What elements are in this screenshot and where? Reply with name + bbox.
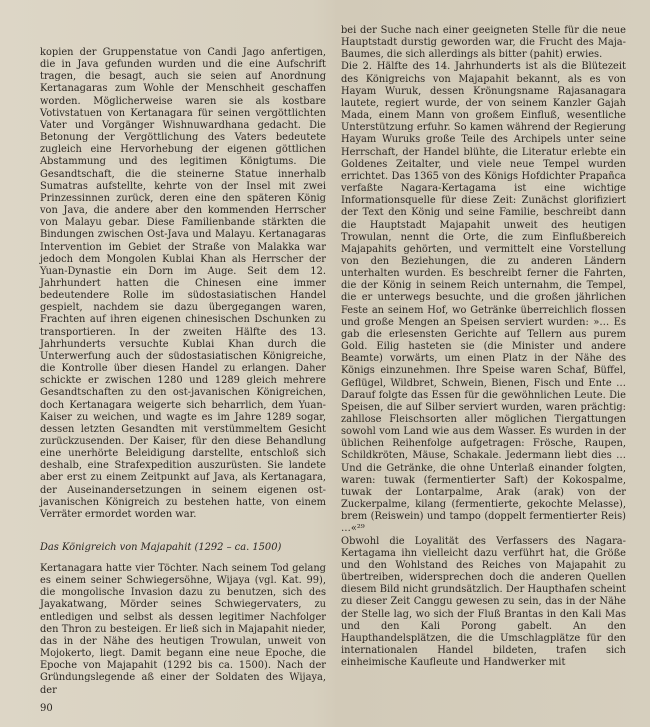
left-paragraph-2: Kertanagara hatte vier Töchter. Nach seinem Tod gelang es einem seiner Schwiegersöhne, Wijaya (vgl. Kat. 99), die mongolische Invasion dazu zu benutzen, sich des Jayakatwang, Mörder seines Schwiegervaters, zu entledigen und selbst als dessen legitimer Nachfolger den Thron zu besteigen. Er ließ sich in Majapahit nieder, das in der Nähe des heutigen Trowulan, unweit von Mojokerto, liegt. Damit begann eine neue Epoche, die Epoche von Majapahit (1292 bis ca. 1500). Nach der Gründungslegende aß einer der Soldaten des Wijaya, der: [40, 563, 326, 696]
right-paragraph-1: bei der Suche nach einer geeigneten Stelle für die neue Hauptstadt durstig geworden war, die Frucht des Maja-Baumes, die sich allerdings als bitter (pahit) erwies.: [341, 25, 626, 61]
left-column-lower: [40, 563, 326, 697]
page-number: 90: [40, 703, 53, 714]
left-paragraph-1: kopien der Gruppenstatue von Candi Jago anfertigen, die in Java gefunden wurden und die eine Aufschrift tragen, die besagt, auch sie seien auf Anordnung Kertanagaras zum Wohle der Menschheit geschaffen worden. Möglicherweise waren sie als kostbare Votivstatuen von Kertanagara für seinen vergöttlichten Vater und Vorgänger Wishnuwardhana gedacht. Die Betonung der Vergöttlichung des Vaters bedeutete zugleich eine Hervorhebung der eigenen göttlichen Abstammung und des legitimen Königtums. Die Gesandtschaft, die die steinerne Statue innerhalb Sumatras aufstellte, kehrte von der Insel mit zwei Prinzessinnen zurück, deren eine den späteren König von Java, die andere aber den kommenden Herrscher von Malayu gebar. Diese Familienbande stärkten die Bindungen zwischen Ost-Java und Malayu. Kertanagaras Intervention im Gebiet der Straße von Malakka war jedoch dem Mongolen Kublai Khan als Herrscher der Yuan-Dynastie ein Dorn im Auge. Seit dem 12. Jahrhundert hatten die Chinesen eine immer bedeutendere Rolle im südostasiatischen Handel gespielt, nachdem sie dazu übergegangen waren, Frachten auf ihren eigenen chinesischen Dschunken zu transportieren. In der zweiten Hälfte des 13. Jahrhunderts versuchte Kublai Khan durch die Unterwerfung auch der südostasiatischen Königreiche, die Kontrolle über diesen Handel zu erlangen. Daher schickte er zwischen 1280 und 1289 gleich mehrere Gesandtschaften zu den ost-javanischen Königreichen, doch Kertanagara weigerte sich beharrlich, dem Yuan-Kaiser zu weichen, und wagte es im Jahre 1289 sogar, dessen letzten Gesandten mit verstümmeltem Gesicht zurückzusenden. Der Kaiser, für den diese Behandlung eine unerhörte Beleidigung darstellte, entschloß sich deshalb, eine Strafexpedition auszurüsten. Sie landete aber erst zu einem Zeitpunkt auf Java, als Kertanagara, der Auseinandersetzungen in seinem eigenen ost-javanischen Königreich zu bestehen hatte, von einem Verräter ermordet worden war.: [40, 47, 326, 520]
right-paragraph-2: Die 2. Hälfte des 14. Jahrhunderts ist als die Blütezeit des Königreichs von Majapahit bekannt, als es von Hayam Wuruk, dessen Krönungsname Rajasanagara lautete, regiert wurde, der von seinem Kanzler Gajah Mada, einem Mann von großem Einfluß, wesentliche Unterstützung erfuhr. So kamen während der Regierung Hayam Wuruks große Teile des Archipels unter seine Herrschaft, der Handel blühte, die Literatur erlebte ein Goldenes Zeitalter, und viele neue Tempel wurden errichtet. Das 1365 von des Königs Hofdichter Prapañca verfaßte Nagara-Kertagama ist eine wichtige Informationsquelle für diese Zeit: Zunächst glorifiziert der Text den König und seine Familie, beschreibt dann die Hauptstadt Majapahit unweit des heutigen Trowulan, nennt die Orte, die zum Einflußbereich Majapahits gehörten, und vermittelt eine Vorstellung von den Beziehungen, die zu anderen Ländern unterhalten wurden. Es beschreibt ferner die Fahrten, die der König in seinem Reich unternahm, die Tempel, die er unterwegs besuchte, und die großen jährlichen Feste an seinem Hof, wo Getränke überreichlich flossen und große Mengen an Speisen serviert wurden: »… Es gab die erlesensten Gerichte auf Tellern aus purem Gold. Eilig hasteten sie (die Minister und andere Beamte) vorwärts, um einen Platz in der Nähe des Königs einzunehmen. Ihre Speise waren Schaf, Büffel, Geflügel, Wildbret, Schwein, Bienen, Fisch und Ente … Darauf folgte das Essen für die gewöhnlichen Leute. Die Speisen, die auf Silber serviert wurden, waren prächtig: zahllose Fleischsorten aller möglichen Tiergattungen sowohl vom Land wie aus dem Wasser. Es wurden in der üblichen Reihenfolge aufgetragen: Frösche, Raupen, Schildkröten, Mäuse, Schakale. Jedermann liebt dies … Und die Getränke, die ohne Unterlaß einander folgten, waren: tuwak (fermentierter Saft) der Kokospalme, tuwak der Lontarpalme, Arak (arak) von der Zuckerpalme, kilang (fermentierte, gekochte Melasse), brem (Reiswein) und tampo (doppelt fermentierter Reis) …«²⁹: [341, 61, 626, 535]
section-heading: Das Königreich von Majapahit (1292 – ca. 1500): [40, 542, 282, 553]
right-column: [341, 25, 626, 669]
left-column: [40, 47, 326, 521]
right-paragraph-3: Obwohl die Loyalität des Verfassers des Nagara-Kertagama ihn vielleicht dazu verführt hat, die Größe und den Wohlstand des Reiches von Majapahit zu übertreiben, widersprechen doch die anderen Quellen diesem Bild nicht grundsätzlich. Der Haupthafen scheint zu dieser Zeit Canggu gewesen zu sein, das in der Nähe der Stelle lag, wo sich der Fluß Brantas in den Kali Mas und den Kali Porong gabelt. An den Haupthandelsplätzen, die die Umschlagplätze für den internationalen Handel bildeten, trafen sich einheimische Kaufleute und Handwerker mit: [341, 535, 626, 669]
